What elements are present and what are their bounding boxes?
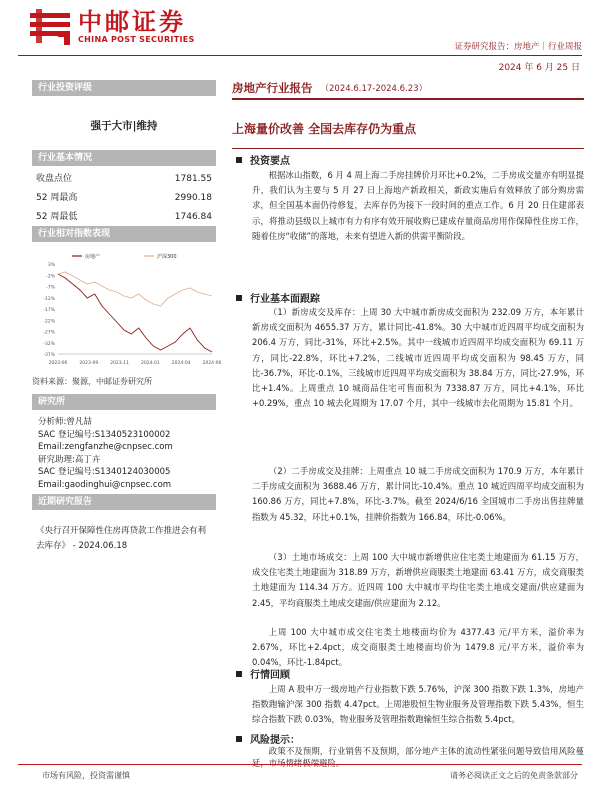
analyst-line: 分析师:曾凡喆	[38, 417, 92, 427]
section-heading-text: 行情回顾	[250, 670, 290, 681]
square-bullet-icon	[236, 295, 242, 301]
china-post-emblem-icon	[28, 7, 72, 47]
section-heading	[236, 290, 320, 305]
recent-reports-panel	[32, 494, 216, 554]
info-value: 1746.84	[174, 212, 212, 222]
analyst-line: SAC 登记编号:S1340124030005	[38, 467, 171, 477]
header-divider	[18, 55, 582, 56]
report-date: 2024 年 6 月 25 日	[498, 63, 580, 73]
sidebar-heading-research: 研究所	[32, 394, 216, 410]
x-tick-label: 2024-06	[202, 361, 222, 366]
report-date-range: （2024.6.17-2024.6.23）	[320, 84, 428, 94]
y-tick-label: -12%	[43, 296, 55, 302]
y-tick-label: -22%	[43, 319, 55, 325]
section-paragraph: （2）二手房成交及挂牌：上周重点 10 城二手房成交面积为 170.9 万方，本年累计二手房成交面积为 3688.46 万方，累计同比-10.4%。重点 10 城近四周平均成交面积为 160.86 万方，同比+7.8%，环比-3.7%。截至 2024/6/16 全国城市二手房出售挂牌量指数为 45.32，环比+0.1%，挂牌价指数为 166.84，环比-0.06%。	[252, 466, 584, 522]
square-bullet-icon	[236, 671, 242, 677]
sidebar-heading-chart: 行业相对指数表现	[32, 226, 216, 242]
footer-disclaimer: 请务必阅读正文之后的免责条款部分	[450, 771, 578, 780]
info-row	[32, 170, 216, 189]
x-tick-label: 2024-01	[140, 361, 160, 366]
info-label: 收盘点位	[36, 174, 73, 184]
report-title: 房地产行业报告	[232, 81, 313, 95]
analyst-line: SAC 登记编号:S1340523100002	[38, 429, 171, 440]
section-heading-text: 投资要点	[250, 156, 290, 167]
subtitle-divider	[232, 148, 584, 149]
info-row	[32, 208, 216, 227]
info-label: 52 周最低	[36, 212, 78, 222]
section-paragraph: （3）土地市场成交：上周 100 大中城市新增供应住宅类土地建面为 61.15 万方，成交住宅类土地建面为 318.89 万方，新增供应商服类土地建面 63.41 万方，成交商服类土地建面为 114.34 万方。近四周 100 大中城市平均住宅类土地成交建面/供应建面为 2.45，平均商服类土地成交建面/供应建面为 2.12。	[252, 552, 584, 608]
logo-english-name: CHINA POST SECURITIES	[78, 35, 195, 44]
recent-report-link[interactable]: 《央行召开保障性住房再贷款工作推进会有利去库存》 - 2024.06.18	[36, 526, 207, 551]
analyst-line: 研究助理:高丁卉	[38, 454, 101, 465]
y-tick-label: 3%	[47, 263, 55, 268]
series-line-1	[58, 272, 212, 306]
industry-rating: 强于大市|维持	[90, 120, 158, 132]
relative-index-chart-svg	[32, 250, 222, 370]
y-tick-label: -37%	[43, 353, 55, 358]
y-tick-label: -27%	[43, 330, 55, 336]
footer-divider	[18, 764, 582, 765]
y-tick-label: -17%	[43, 308, 55, 313]
x-tick-label: 2023-11	[110, 361, 130, 366]
info-row	[32, 189, 216, 208]
section-heading	[236, 731, 300, 746]
x-tick-label: 2023-06	[48, 361, 68, 366]
sidebar-heading-rating: 行业投资评级	[32, 80, 216, 96]
section-paragraph: 政策不及预期，行业销售不及预期，部分地产主体的流动性紧张问题导致信用风险蔓延，市场情绪极端避险。	[252, 746, 584, 768]
y-tick-label: -32%	[43, 341, 55, 347]
research-panel	[32, 394, 216, 491]
section-paragraph: 上周 A 股申万一级房地产行业指数下跌 5.76%，沪深 300 指数下跌 1.3%，房地产指数跑输沪深 300 指数 4.47pct。上周港股恒生物业服务及管理指数下跌 5.43%，恒生综合指数下跌 0.03%，物业服务及管理指数跑输恒生综合指数 5.4pct。	[252, 684, 584, 725]
y-tick-label: -7%	[46, 285, 55, 291]
series-line-0	[58, 274, 212, 352]
sidebar-heading-recent: 近期研究报告	[32, 494, 216, 510]
analyst-email[interactable]: Email:zengfanzhe@cnpsec.com	[38, 442, 173, 452]
info-value: 1781.55	[174, 174, 212, 184]
y-tick-label: -2%	[46, 274, 55, 280]
section-heading-text: 行业基本面跟踪	[250, 294, 320, 305]
report-title-bar	[232, 78, 584, 100]
company-logo	[28, 6, 195, 48]
section-paragraph: 上周 100 大中城市成交住宅类土地楼面均价为 4377.43 元/平方米，溢价率为 2.67%，环比+2.4pct，成交商服类土地楼面均价为 1479.8 元/平方米，溢价率为 0.04%，环比-1.84pct。	[252, 627, 584, 668]
section-heading	[236, 666, 290, 681]
legend-label: 房地产	[85, 254, 101, 260]
section-paragraph: （1）新房成交及库存：上周 30 大中城市新房成交面积为 232.09 万方，本年累计新房成交面积为 4655.37 万方，累计同比-41.8%。30 大中城市近四周平均成交面积为 206.4 万方，同比-31%，环比+2.5%。其中一线城市近四周平均成交面积为 69.11 万方，同比-22.8%，环比+7.2%，二线城市近四周平均成交面积为 98.45 万方，同比-36.7%，环比-0.1%，三线城市近四周平均成交面积为 38.84 万方，同比-27.9%，环比+1.4%。上周重点 10 城商品住宅可售面积为 7338.87 万方，同比+4.1%，环比+0.29%，重点 10 城去化周期为 17.07 个月，其中一线城市去化周期为 15.81 个月。	[252, 307, 584, 409]
sidebar-heading-basic: 行业基本情况	[32, 150, 216, 166]
info-value: 2990.18	[174, 193, 212, 203]
report-type-label: 证券研究报告：房地产｜行业周报	[454, 42, 582, 52]
relative-index-chart	[32, 250, 222, 370]
section-heading-text: 风险提示：	[250, 735, 300, 746]
section-heading	[236, 152, 290, 167]
info-label: 52 周最高	[36, 193, 78, 203]
chart-source: 资料来源：聚源，中邮证券研究所	[32, 377, 152, 386]
x-tick-label: 2023-09	[79, 361, 99, 366]
square-bullet-icon	[236, 157, 242, 163]
section-paragraph: 根据冰山指数，6 月 4 周上海二手房挂牌价月环比+0.2%，二手房成交量亦有明显提升，我们认为主要与 5 月 27 日上海地产新政相关，新政实施后有效释放了部分购房需求，但全国基本面仍待修复，去库存仍为接下一段时间的重点工作。6 月 20 日住建部表示，将推动县级以上城市有力有序有效开展收购已建成存量商品房用作保障性住房工作，随着住房“收储”的落地，未来有望进入新的供需平衡阶段。	[252, 170, 584, 241]
x-tick-label: 2024-04	[171, 361, 191, 366]
report-subtitle: 上海量价改善 全国去库存仍为重点	[232, 122, 417, 136]
legend-label: 沪深300	[157, 254, 177, 260]
square-bullet-icon	[236, 736, 242, 742]
logo-chinese-name: 中邮证券	[78, 8, 186, 36]
basic-info-panel	[32, 150, 216, 227]
analyst-email[interactable]: Email:gaodinghui@cnpsec.com	[38, 479, 172, 490]
footer-risk-warning: 市场有风险，投资需谨慎	[42, 771, 130, 780]
